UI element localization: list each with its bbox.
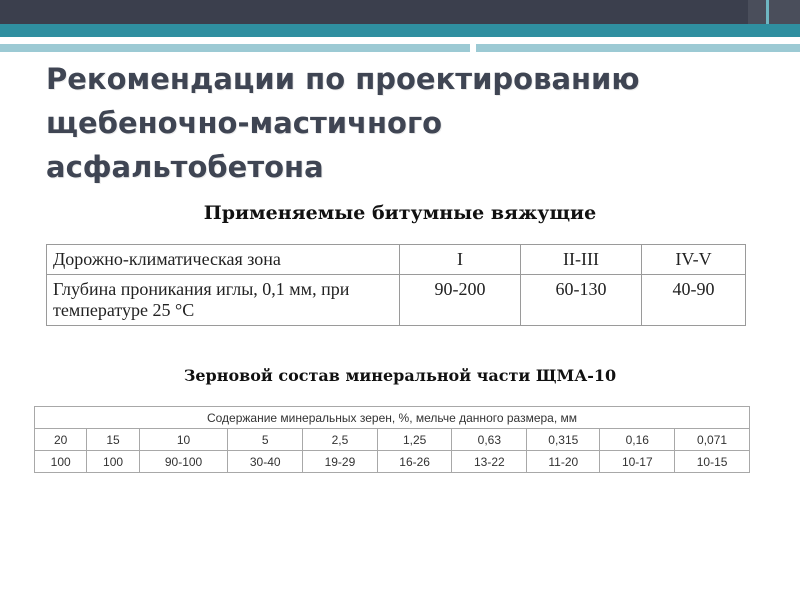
- table-cell: 90-200: [400, 275, 521, 326]
- table-cell: 0,16: [600, 429, 675, 451]
- grain-table: [34, 406, 750, 473]
- table-cell: Глубина проникания иглы, 0,1 мм, при температуре 25 °С: [47, 275, 400, 326]
- table-cell: 13-22: [452, 451, 527, 473]
- bitumen-table: [46, 244, 746, 326]
- table-cell: 10-17: [600, 451, 675, 473]
- table-cell: 10: [139, 429, 228, 451]
- top-accent-band: [0, 24, 800, 37]
- table-cell: 15: [87, 429, 139, 451]
- table-row: [47, 275, 746, 326]
- table-cell: 16-26: [377, 451, 452, 473]
- table-cell: 40-90: [642, 275, 746, 326]
- table-cell: 11-20: [527, 451, 600, 473]
- grain-heading: Зерновой состав минеральной части ЩМА-10: [183, 366, 617, 385]
- decor-stripe-right: [476, 44, 800, 52]
- decor-stripe-left: [0, 44, 470, 52]
- table-cell: 30-40: [228, 451, 303, 473]
- table-cell: Дорожно-климатическая зона: [47, 245, 400, 275]
- table-cell: 5: [228, 429, 303, 451]
- table-cell: 10-15: [675, 451, 750, 473]
- table-cell: 100: [35, 451, 87, 473]
- top-dark-band: [0, 0, 800, 24]
- table-cell: 1,25: [377, 429, 452, 451]
- table-row: [35, 407, 750, 429]
- corner-decoration: [748, 0, 800, 24]
- table-cell: 0,315: [527, 429, 600, 451]
- table-caption-cell: Содержание минеральных зерен, %, мельче данного размера, мм: [35, 407, 750, 429]
- bitumen-heading: Применяемые битумные вяжущие: [203, 202, 597, 224]
- table-cell: I: [400, 245, 521, 275]
- slide-title: Рекомендации по проектированию щебеночно-мастичного асфальтобетона: [46, 62, 640, 184]
- table-cell: 90-100: [139, 451, 228, 473]
- table-cell: II-III: [521, 245, 642, 275]
- table-cell: 100: [87, 451, 139, 473]
- table-row: [35, 429, 750, 451]
- table-cell: 0,63: [452, 429, 527, 451]
- table-cell: IV-V: [642, 245, 746, 275]
- table-cell: 2,5: [303, 429, 378, 451]
- table-row: [47, 245, 746, 275]
- table-cell: 20: [35, 429, 87, 451]
- table-cell: 0,071: [675, 429, 750, 451]
- table-row: [35, 451, 750, 473]
- table-cell: 19-29: [303, 451, 378, 473]
- table-cell: 60-130: [521, 275, 642, 326]
